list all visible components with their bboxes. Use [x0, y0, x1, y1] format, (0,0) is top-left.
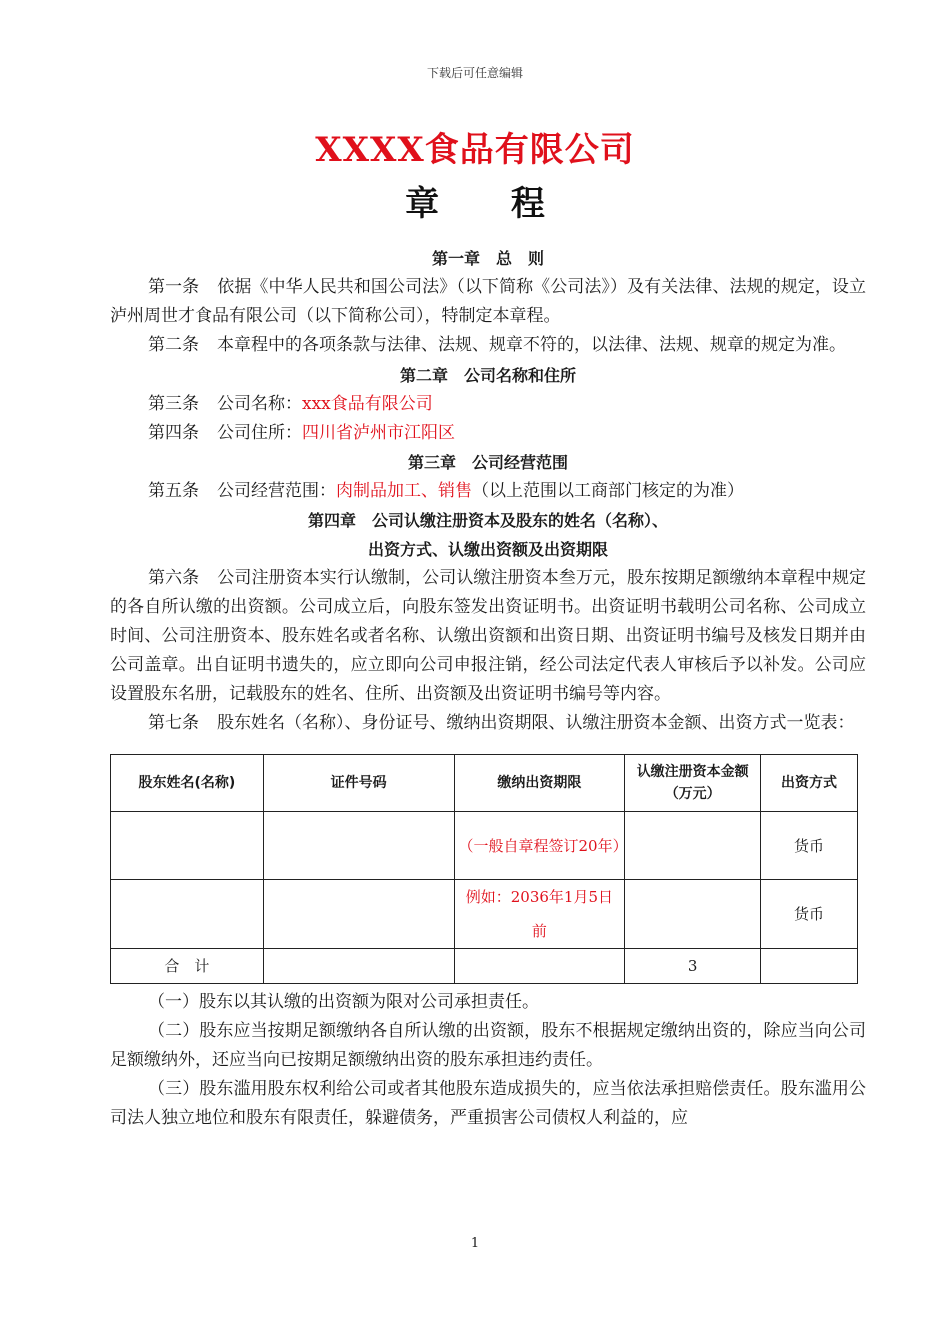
- article-2: [110, 331, 866, 360]
- article-7-text: 股东姓名（名称）、身份证号、缴纳出资期限、认缴注册资本金额、出资方式一览表：: [217, 713, 855, 733]
- chapter-1-title: 第一章 总 则: [431, 249, 544, 268]
- header-id-number: 证件号码: [263, 755, 454, 812]
- cell-name: [111, 880, 264, 949]
- company-address-value: 四川省泸州市江阳区: [302, 423, 455, 443]
- shareholder-table: [110, 754, 858, 984]
- article-2-num: 第二条: [148, 335, 199, 355]
- cell-id: [263, 812, 454, 880]
- article-5-num: 第五条: [148, 481, 199, 501]
- article-3: [110, 390, 866, 419]
- article-7: [110, 709, 866, 738]
- article-3-label: 公司名称：: [217, 394, 302, 414]
- clause-3: （三）股东滥用股东权利给公司或者其他股东造成损失的，应当依法承担赔偿责任。股东滥用公司法人独立地位和股东有限责任，躲避债务，严重损害公司债权人利益的，应: [110, 1079, 866, 1128]
- table-row: [111, 812, 858, 880]
- table-total-row: [111, 949, 858, 984]
- page-number: 1: [470, 1236, 480, 1251]
- company-name-value: xxx食品有限公司: [302, 394, 433, 414]
- header-payment-method: 出资方式: [761, 755, 858, 812]
- cell-method: 货币: [761, 880, 858, 949]
- table-header-row: [111, 755, 858, 812]
- header-shareholder-name: 股东姓名(名称): [111, 755, 264, 812]
- article-5: [110, 477, 866, 506]
- total-label: 合 计: [111, 949, 264, 984]
- document-body: [110, 244, 866, 1133]
- cell-id: [263, 880, 454, 949]
- article-4-num: 第四条: [148, 423, 199, 443]
- clause-1: （一）股东以其认缴的出资额为限对公司承担责任。: [148, 992, 539, 1012]
- cell-amount: [625, 812, 761, 880]
- header-payment-deadline: 缴纳出资期限: [454, 755, 625, 812]
- chapter-3-title: 第三章 公司经营范围: [407, 453, 568, 472]
- header-subscribed-amount: 认缴注册资本金额（万元）: [625, 755, 761, 812]
- article-5-label: 公司经营范围：: [217, 481, 336, 501]
- article-6: [110, 564, 866, 709]
- article-2-text: 本章程中的各项条款与法律、法规、规章不符的，以法律、法规、规章的规定为准。: [217, 335, 846, 355]
- document-subtitle: 章 程: [405, 184, 575, 224]
- document-title: XXXX食品有限公司: [315, 130, 635, 170]
- article-4: [110, 419, 866, 448]
- cell-amount: [625, 880, 761, 949]
- article-6-text: 公司注册资本实行认缴制，公司认缴注册资本叁万元，股东按期足额缴纳本章程中规定的各自所认缴的出资额。公司成立后，向股东签发出资证明书。出资证明书载明公司名称、公司成立时间、公司注册资本、股东姓名或者名称、认缴出资额和出资日期、出资证明书编号及核发日期并由公司盖章。出自证明书遗失的，应立即向公司申报注销，经公司法定代表人审核后予以补发。公司应设置股东名册，记载股东的姓名、住所、出资额及出资证明书编号等内容。: [110, 568, 867, 704]
- total-empty-deadline: [454, 949, 625, 984]
- chapter-4-title-line2: 出资方式、认缴出资额及出资期限: [367, 540, 608, 559]
- business-scope-value: 肉制品加工、销售: [336, 481, 472, 501]
- article-6-num: 第六条: [148, 568, 200, 588]
- cell-method: 货币: [761, 812, 858, 880]
- total-empty-method: [761, 949, 858, 984]
- chapter-4-title-line1: 第四章 公司认缴注册资本及股东的姓名（名称）、: [307, 511, 668, 530]
- total-amount: 3: [625, 949, 761, 984]
- total-empty-id: [263, 949, 454, 984]
- header-note: 下载后可任意编辑: [426, 66, 523, 80]
- article-1-text: 依据《中华人民共和国公司法》（以下简称《公司法》）及有关法律、法规的规定，设立泸州周世才食品有限公司（以下简称公司），特制定本章程。: [110, 277, 867, 326]
- article-1-num: 第一条: [148, 277, 200, 297]
- table-row: [111, 880, 858, 949]
- article-4-label: 公司住所：: [217, 423, 302, 443]
- cell-deadline: 例如：2036年1月5日前: [454, 880, 625, 949]
- chapter-2-title: 第二章 公司名称和住所: [399, 366, 576, 385]
- article-1: [110, 273, 866, 331]
- cell-deadline: （一般自章程签订20年）: [454, 812, 625, 880]
- article-7-num: 第七条: [148, 713, 199, 733]
- cell-name: [111, 812, 264, 880]
- business-scope-note: （以上范围以工商部门核定的为准）: [472, 481, 744, 501]
- article-3-num: 第三条: [148, 394, 199, 414]
- clause-2: （二）股东应当按期足额缴纳各自所认缴的出资额，股东不根据规定缴纳出资的，除应当向公司足额缴纳外，还应当向已按期足额缴纳出资的股东承担违约责任。: [110, 1021, 866, 1070]
